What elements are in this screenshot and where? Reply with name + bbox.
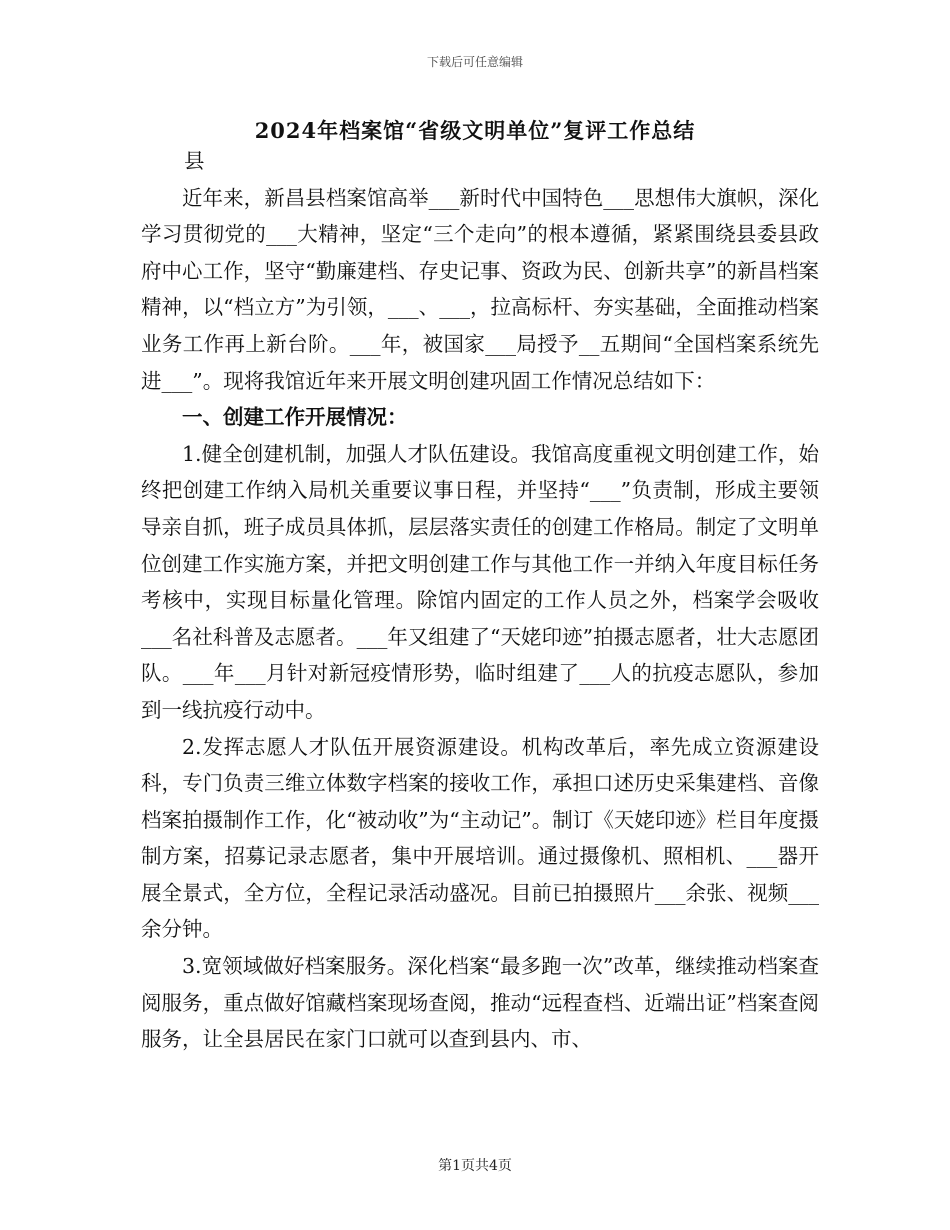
- paragraph-item-2: 2.发挥志愿人才队伍开展资源建设。机构改革后，率先成立资源建设科，专门负责三维立体数字档案的接收工作，承担口述历史采集建档、音像档案拍摄制作工作，化“被动收”为“主动记”。制订《天姥印迹》栏目年度摄制方案，招募记录志愿者，集中开展培训。通过摄像机、照相机、___器开展全景式，全方位，全程记录活动盛况。目前已拍摄照片___余张、视频___余分钟。: [141, 734, 819, 942]
- paragraph-item-3: 3.宽领域做好档案服务。深化档案“最多跑一次”改革，继续推动档案查阅服务，重点做好馆藏档案现场查阅，推动“远程查档、近端出证”档案查阅服务，让全县居民在家门口就可以查到县内、市、: [141, 954, 819, 1052]
- page-number: 第1页共4页: [438, 1158, 512, 1174]
- header-note: 下载后可任意编辑: [426, 55, 523, 69]
- document-body: [141, 143, 819, 1058]
- paragraph-county: 县: [184, 149, 205, 173]
- document-title: 2024年档案馆“省级文明单位”复评工作总结: [254, 118, 696, 143]
- section-heading: 一、创建工作开展情况：: [182, 405, 408, 430]
- paragraph-intro: 近年来，新昌县档案馆高举___新时代中国特色___思想伟大旗帜，深化学习贯彻党的___大精神，坚定“三个走向”的根本遵循，紧紧围绕县委县政府中心工作，坚守“勤廉建档、存史记事、资政为民、创新共享”的新昌档案精神，以“档立方”为引领，___、___，拉高标杆、夯实基础，全面推动档案业务工作再上新台阶。___年，被国家___局授予__五期间“全国档案系统先进___”。现将我馆近年来开展文明创建巩固工作情况总结如下：: [141, 185, 819, 393]
- paragraph-item-1: 1.健全创建机制，加强人才队伍建设。我馆高度重视文明创建工作，始终把创建工作纳入局机关重要议事日程，并坚持“___”负责制，形成主要领导亲自抓，班子成员具体抓，层层落实责任的创建工作格局。制定了文明单位创建工作实施方案，并把文明创建工作与其他工作一并纳入年度目标任务考核中，实现目标量化管理。除馆内固定的工作人员之外，档案学会吸收___名社科普及志愿者。___年又组建了“天姥印迹”拍摄志愿者，壮大志愿团队。___年___月针对新冠疫情形势，临时组建了___人的抗疫志愿队，参加到一线抗疫行动中。: [141, 441, 819, 722]
